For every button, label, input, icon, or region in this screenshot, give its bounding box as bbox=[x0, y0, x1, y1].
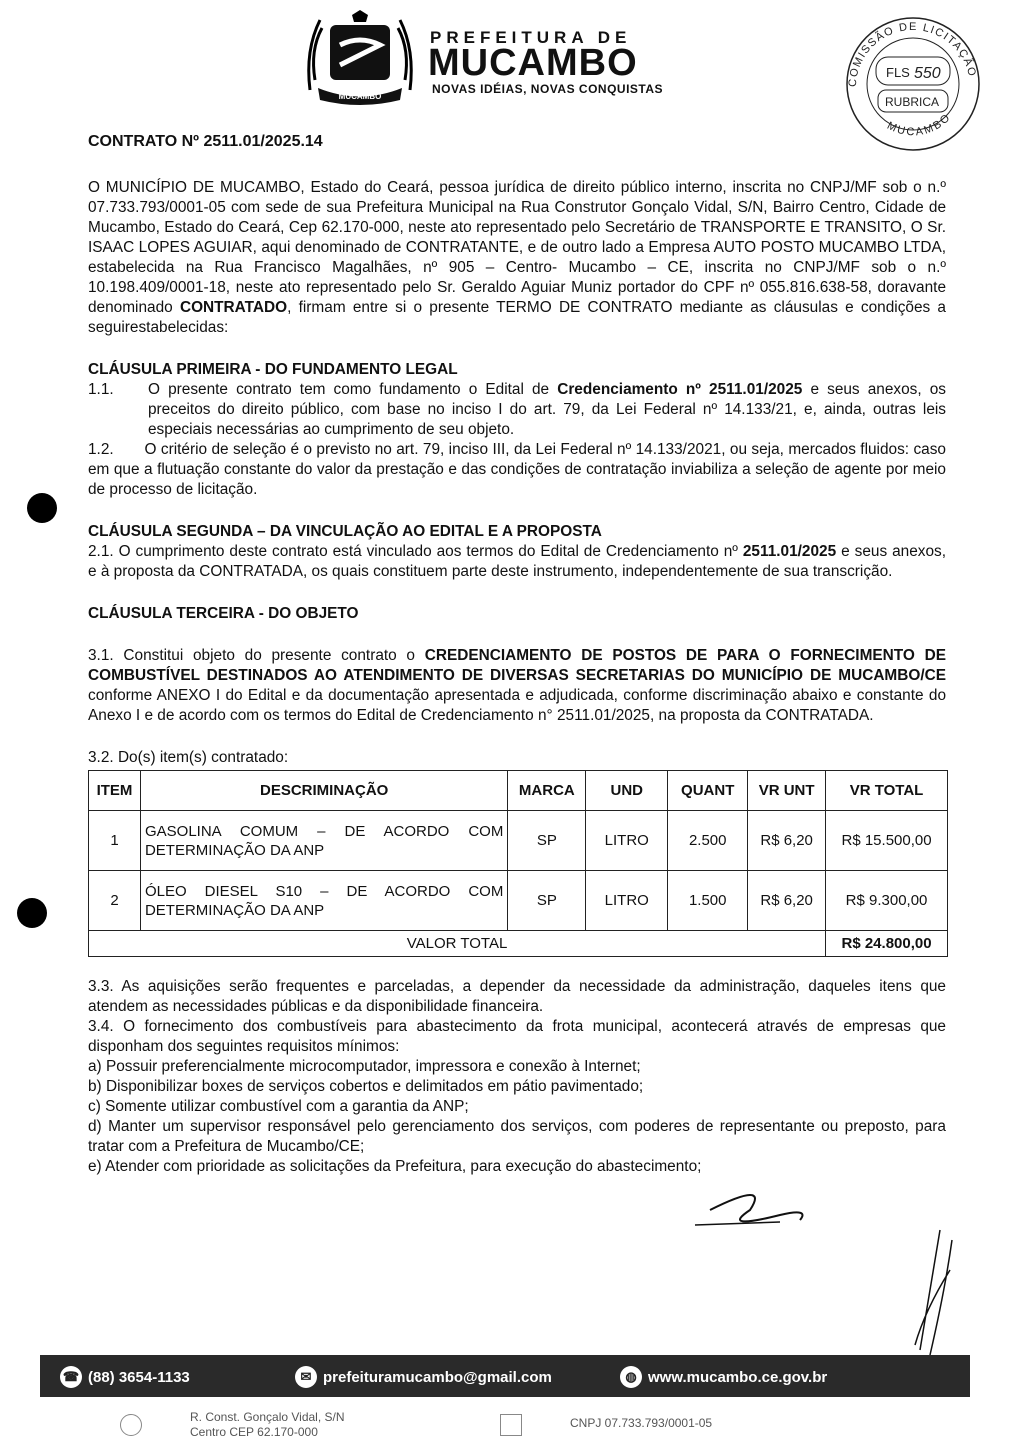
cell-brand: SP bbox=[508, 811, 586, 871]
location-icon bbox=[120, 1414, 142, 1436]
requirement-e: e) Atender com prioridade as solicitações da Prefeitura, para execução do abastecimento; bbox=[88, 1158, 702, 1175]
cell-unit: LITRO bbox=[586, 871, 668, 931]
footer-phone: ☎ (88) 3654-1133 bbox=[60, 1366, 190, 1388]
cell-description: ÓLEO DIESEL S10 – DE ACORDO COM DETERMINAÇÃO DA ANP bbox=[140, 871, 507, 931]
table-total-row bbox=[89, 931, 948, 957]
contract-body bbox=[88, 178, 946, 1177]
footer-email: ✉ prefeituramucambo@gmail.com bbox=[295, 1366, 552, 1388]
address-line2: Centro CEP 62.170-000 bbox=[190, 1425, 318, 1439]
brand-slogan: NOVAS IDÉIAS, NOVAS CONQUISTAS bbox=[432, 82, 664, 96]
item-3-4: 3.4. O fornecimento dos combustíveis para abastecimento da frota municipal, acontecerá através de empresas que disponham dos seguintes requisitos mínimos: bbox=[88, 1018, 946, 1055]
items-table bbox=[88, 770, 948, 957]
commission-stamp bbox=[838, 12, 988, 152]
letterhead bbox=[300, 10, 720, 110]
clause3-text: 3.1. Constitui objeto do presente contrato o CREDENCIAMENTO DE POSTOS DE PARA O FORNECIMENTO DE COMBUSTÍVEL DESTINADOS AO ATENDIMENTO DE DIVERSAS SECRETARIAS DO MUNICÍPIO DE MUCAMBO/CE conforme ANEXO I do Edital e da documentação apresentada e adjudicada, conforme discriminação abaixo e constante do Anexo I e de acordo com os termos do Edital de Credenciamento n° 2511.01/2025, na proposta da CONTRATADA. bbox=[88, 647, 946, 724]
col-header-description: DESCRIMINAÇÃO bbox=[140, 771, 507, 811]
requirement-b: b) Disponibilizar boxes de serviços cobertos e delimitados em pátio pavimentado; bbox=[88, 1078, 644, 1095]
email-icon: ✉ bbox=[295, 1366, 317, 1388]
stamp-fls-label: FLS bbox=[886, 65, 910, 80]
municipal-crest-icon bbox=[300, 10, 420, 105]
cell-item: 2 bbox=[89, 871, 141, 931]
table-row bbox=[89, 811, 948, 871]
col-header-brand: MARCA bbox=[508, 771, 586, 811]
stamp-fls-number: 550 bbox=[914, 65, 941, 82]
requirement-c: c) Somente utilizar combustível com a garantia da ANP; bbox=[88, 1098, 469, 1115]
brand-top: PREFEITURA DE bbox=[430, 28, 632, 47]
col-header-item: ITEM bbox=[89, 771, 141, 811]
item-3-3: 3.3. As aquisições serão frequentes e parceladas, a depender da necessidade da administração, daqueles itens que atendem as necessidades públicas e da disponibilidade financeira. bbox=[88, 978, 946, 1015]
clause3-heading: CLÁUSULA TERCEIRA - DO OBJETO bbox=[88, 605, 359, 622]
svg-text:MUCAMBO bbox=[885, 111, 954, 138]
cell-item: 1 bbox=[89, 811, 141, 871]
intro-paragraph: O MUNICÍPIO DE MUCAMBO, Estado do Ceará, pessoa jurídica de direito público interno, inscrita no CNPJ/MF sob o n.º 07.733.793/0001-05 com sede de sua Prefeitura Municipal na Rua Construtor Gonçalo Vidal, S/N, Bairro Centro, Cidade de Mucambo, Estado do Ceará, Cep 62.170-000, neste ato representado pelo Secretário de TRANSPORTE E TRANSITO, O Sr. ISAAC LOPES AGUIAR, aqui denominado de CONTRATANTE, e de outro lado a Empresa AUTO POSTO MUCAMBO LTDA, estabelecida na Rua Francisco Magalhães, nº 905 – Centro- Mucambo – CE, inscrita no CNPJ/MF sob o n.º 10.198.409/0001-18, neste ato representado pelo Sr. Geraldo Aguiar Muniz portador do CPF nº 055.816.638-58, doravante denominado CONTRATADO, firmam entre si o presente TERMO DE CONTRATO mediante as cláusulas e condições a seguirestabelecidas: bbox=[88, 179, 946, 336]
clause1-item2: 1.2. O critério de seleção é o previsto no art. 79, inciso III, da Lei Federal nº 14.133/2021, ou seja, mercados fluidos: caso em que a flutuação constante do valor da prestação e das condições de contratação inviabiliza a seleção de agente por meio de processo de licitação. bbox=[88, 441, 946, 498]
table-row bbox=[89, 871, 948, 931]
address-line1: R. Const. Gonçalo Vidal, S/N bbox=[190, 1410, 345, 1424]
footer-website: ◍ www.mucambo.ce.gov.br bbox=[620, 1366, 827, 1388]
stamp-rubrica-label: RUBRICA bbox=[885, 95, 940, 109]
cell-unit-price: R$ 6,20 bbox=[748, 811, 826, 871]
total-value: R$ 24.800,00 bbox=[826, 931, 948, 957]
col-header-quantity: QUANT bbox=[668, 771, 748, 811]
phone-icon: ☎ bbox=[60, 1366, 82, 1388]
cell-total-price: R$ 15.500,00 bbox=[826, 811, 948, 871]
col-header-total-price: VR TOTAL bbox=[826, 771, 948, 811]
stamp-bottom-text: MUCAMBO bbox=[885, 110, 954, 139]
brand-name: MUCAMBO bbox=[428, 42, 638, 84]
total-label: VALOR TOTAL bbox=[89, 931, 826, 957]
cell-description: GASOLINA COMUM – DE ACORDO COM DETERMINAÇÃO DA ANP bbox=[140, 811, 507, 871]
table-header-row bbox=[89, 771, 948, 811]
clause1-heading: CLÁUSULA PRIMEIRA - DO FUNDAMENTO LEGAL bbox=[88, 361, 458, 378]
clause1-item1: 1.1. O presente contrato tem como fundamento o Edital de Credenciamento nº 2511.01/2025 e seus anexos, os preceitos do direito público, com base no inciso I do art. 79, da Lei Federal nº 14.133/21, e, ainda, outras leis especiais necessárias ao cumprimento de seu objeto. bbox=[88, 381, 947, 438]
cell-total-price: R$ 9.300,00 bbox=[826, 871, 948, 931]
cell-quantity: 2.500 bbox=[668, 811, 748, 871]
footer-contact-bar bbox=[40, 1355, 970, 1397]
contract-title: CONTRATO Nº 2511.01/2025.14 bbox=[88, 133, 323, 150]
stamp-ring-text: COMISSÃO DE LICITAÇÃO bbox=[846, 20, 979, 88]
cell-unit: LITRO bbox=[586, 811, 668, 871]
globe-icon: ◍ bbox=[620, 1366, 642, 1388]
punch-hole bbox=[27, 493, 57, 523]
footer-cnpj: CNPJ 07.733.793/0001-05 bbox=[570, 1416, 713, 1430]
cell-quantity: 1.500 bbox=[668, 871, 748, 931]
handwritten-signature bbox=[690, 1170, 990, 1360]
cell-brand: SP bbox=[508, 871, 586, 931]
cell-unit-price: R$ 6,20 bbox=[748, 871, 826, 931]
crest-label: MUCAMBO bbox=[338, 92, 382, 101]
requirement-a: a) Possuir preferencialmente microcomputador, impressora e conexão à Internet; bbox=[88, 1058, 641, 1075]
col-header-unit: UND bbox=[586, 771, 668, 811]
col-header-unit-price: VR UNT bbox=[748, 771, 826, 811]
requirement-d: d) Manter um supervisor responsável pelo gerenciamento dos serviços, com poderes de representante ou preposto, para tratar com a Prefeitura de Mucambo/CE; bbox=[88, 1118, 946, 1155]
document-icon bbox=[500, 1414, 522, 1436]
table-caption: 3.2. Do(s) item(s) contratado: bbox=[88, 749, 289, 766]
punch-hole bbox=[17, 898, 47, 928]
clause2-text: 2.1. O cumprimento deste contrato está vinculado aos termos do Edital de Credenciamento nº 2511.01/2025 e seus anexos, e à proposta da CONTRATADA, os quais constituem parte deste instrumento, independentemente de sua transcrição. bbox=[88, 543, 946, 580]
clause2-heading: CLÁUSULA SEGUNDA – DA VINCULAÇÃO AO EDITAL E A PROPOSTA bbox=[88, 523, 602, 540]
